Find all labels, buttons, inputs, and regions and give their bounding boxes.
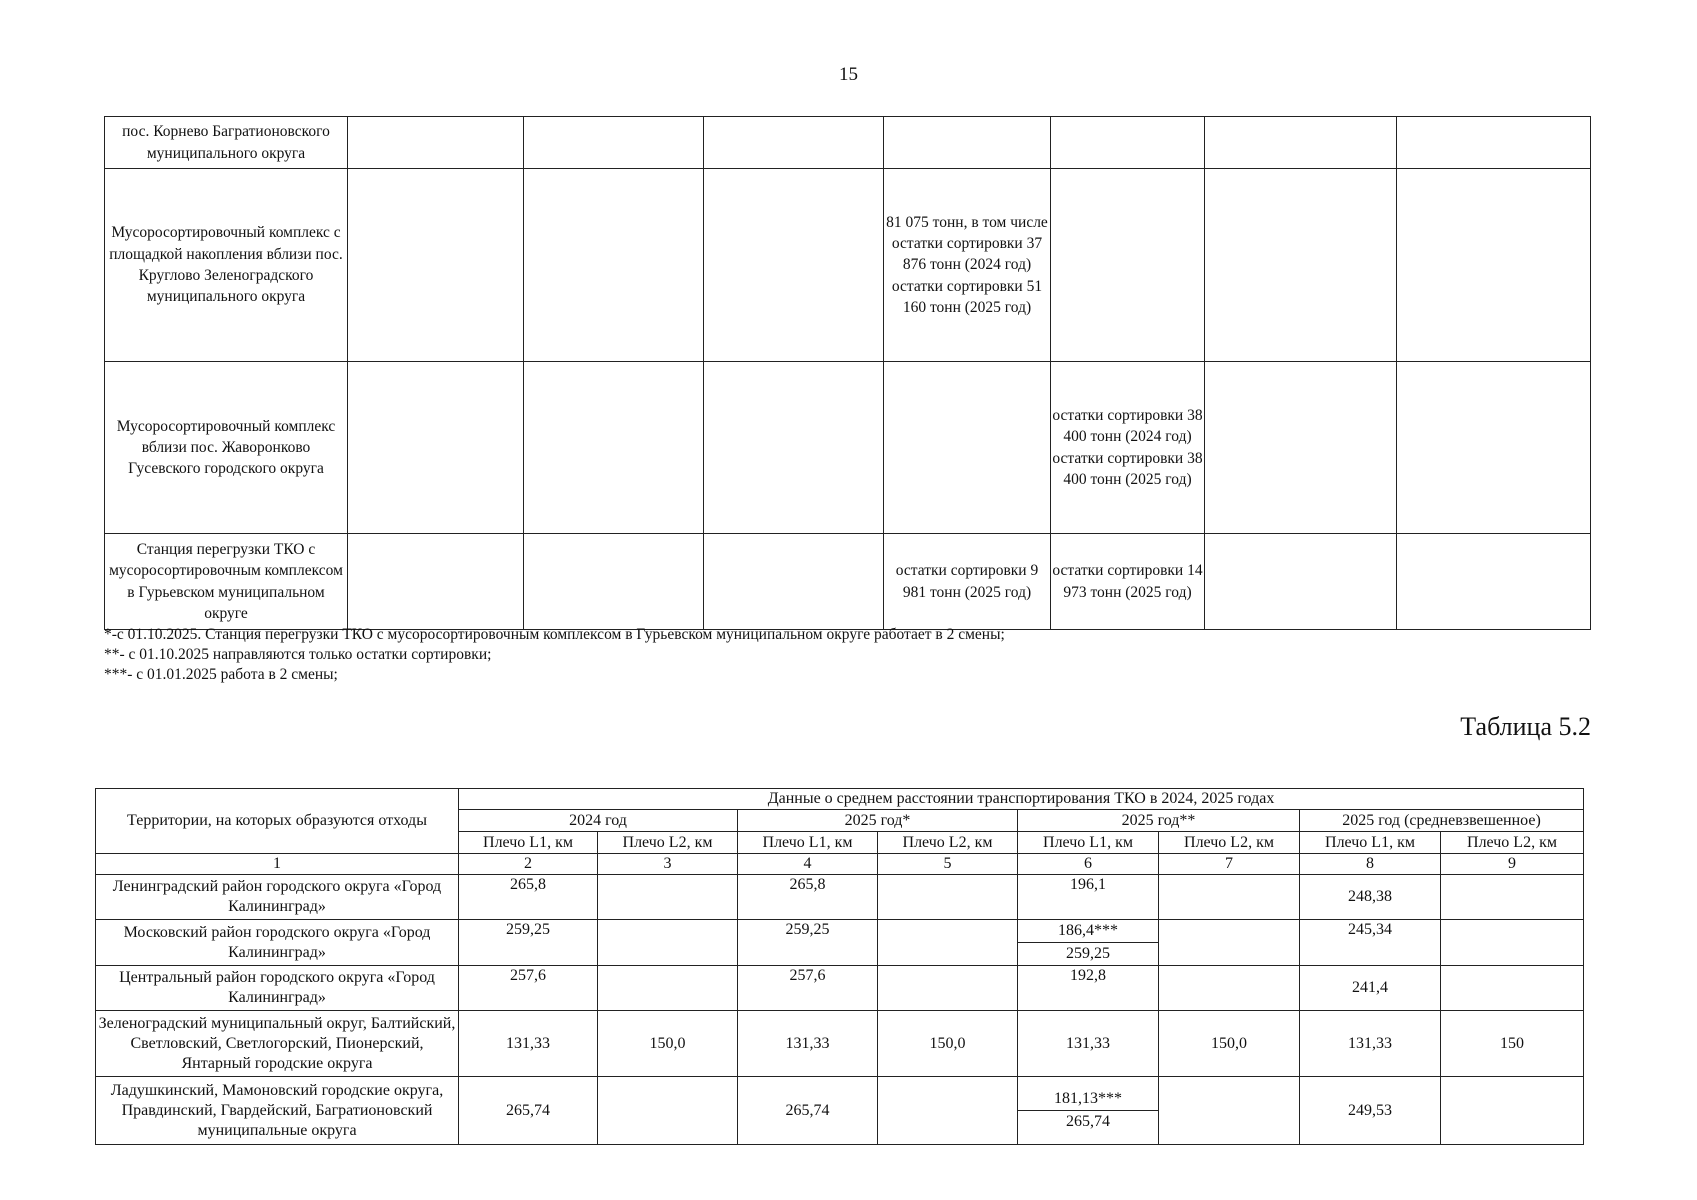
l1-header: Плечо L1, км (738, 832, 878, 854)
table-row (96, 1011, 1584, 1077)
table-cell (878, 920, 1018, 966)
table-row (105, 169, 1591, 362)
table-cell: 259,25 (459, 920, 598, 966)
column-number-row (96, 854, 1584, 875)
table-cell (1397, 169, 1591, 362)
group-header: 2025 год (средневзвешенное) (1300, 810, 1584, 832)
table-cell (884, 117, 1051, 169)
table-cell (1441, 1077, 1584, 1145)
table-cell: 259,25 (738, 920, 878, 966)
table-cell (878, 875, 1018, 920)
table-cell: остатки сортировки 38 400 тонн (2024 год) остатки сортировки 38 400 тонн (2025 год) (1051, 362, 1205, 534)
table-cell (704, 534, 884, 630)
table-cell (1051, 169, 1205, 362)
table-cell: 150,0 (598, 1011, 738, 1077)
table-cell (1018, 920, 1159, 966)
table-cell (524, 362, 704, 534)
table-cell (1441, 966, 1584, 1011)
group-header: 2025 год** (1018, 810, 1300, 832)
table-cell: остатки сортировки 14 973 тонн (2025 год) (1051, 534, 1205, 630)
column-number: 2 (459, 854, 598, 875)
table-cell (598, 875, 738, 920)
table-cell: 257,6 (738, 966, 878, 1011)
column-number: 6 (1018, 854, 1159, 875)
distance-table (95, 788, 1584, 1145)
table-cell (704, 362, 884, 534)
l1-header: Плечо L1, км (1300, 832, 1441, 854)
table-cell (1397, 117, 1591, 169)
facility-name: пос. Корнево Багратионовского муниципального округа (105, 117, 348, 169)
table-cell: 131,33 (1018, 1011, 1159, 1077)
table-cell: 265,8 (459, 875, 598, 920)
territory-name: Московский район городского округа «Город Калининград» (96, 920, 459, 966)
table-row (96, 966, 1584, 1011)
footnotes (104, 625, 1005, 685)
table-cell: 131,33 (738, 1011, 878, 1077)
table-cell: 131,33 (1300, 1011, 1441, 1077)
page-number: 15 (839, 64, 858, 85)
territory-name: Ладушкинский, Мамоновский городские округа, Правдинский, Гвардейский, Багратионовский муниципальные округа (96, 1077, 459, 1145)
table-cell (524, 117, 704, 169)
table-cell (884, 362, 1051, 534)
table-cell (1205, 117, 1397, 169)
table-cell (598, 966, 738, 1011)
l2-header: Плечо L2, км (878, 832, 1018, 854)
facility-name: Мусоросортировочный комплекс вблизи пос. Жаворонково Гусевского городского округа (105, 362, 348, 534)
table-cell: 150,0 (1159, 1011, 1300, 1077)
table-row (96, 1077, 1584, 1145)
table-cell (1205, 169, 1397, 362)
table-cell: 257,6 (459, 966, 598, 1011)
table-cell: 248,38 (1300, 875, 1441, 920)
table-cell (704, 117, 884, 169)
table-cell: 192,8 (1018, 966, 1159, 1011)
group-header: 2025 год* (738, 810, 1018, 832)
column-number: 4 (738, 854, 878, 875)
cell-value: 265,74 (1018, 1110, 1158, 1133)
table-caption: Таблица 5.2 (1460, 712, 1591, 741)
territory-name: Ленинградский район городского округа «Город Калининград» (96, 875, 459, 920)
table-cell (1205, 362, 1397, 534)
table-cell: 81 075 тонн, в том числе остатки сортировки 37 876 тонн (2024 год) остатки сортировки 51 160 тонн (2025 год) (884, 169, 1051, 362)
table-cell (1159, 875, 1300, 920)
territory-header: Территории, на которых образуются отходы (96, 789, 459, 854)
footnote: **- с 01.10.2025 направляются только остатки сортировки; (104, 646, 492, 663)
table-cell (1397, 362, 1591, 534)
table-cell (1205, 534, 1397, 630)
table-cell (1159, 920, 1300, 966)
table-cell (1159, 1077, 1300, 1145)
table-cell (1051, 117, 1205, 169)
facility-name: Станция перегрузки ТКО с мусоросортировочным комплексом в Гурьевском муниципальном округе (105, 534, 348, 630)
table-cell (348, 362, 524, 534)
table-cell (598, 920, 738, 966)
footnote: ***- с 01.01.2025 работа в 2 смены; (104, 666, 338, 683)
table-cell: 150,0 (878, 1011, 1018, 1077)
table-cell (348, 534, 524, 630)
column-number: 5 (878, 854, 1018, 875)
facility-name: Мусоросортировочный комплекс с площадкой накопления вблизи пос. Круглово Зеленоградского муниципального округа (105, 169, 348, 362)
table-cell: 196,1 (1018, 875, 1159, 920)
table-cell: 150 (1441, 1011, 1584, 1077)
column-number: 1 (96, 854, 459, 875)
table-cell (524, 534, 704, 630)
table-cell: остатки сортировки 9 981 тонн (2025 год) (884, 534, 1051, 630)
l1-header: Плечо L1, км (1018, 832, 1159, 854)
l2-header: Плечо L2, км (1441, 832, 1584, 854)
table-row (96, 875, 1584, 920)
table-row (105, 534, 1591, 630)
table-cell: 245,34 (1300, 920, 1441, 966)
table-cell: 249,53 (1300, 1077, 1441, 1145)
table-row (105, 117, 1591, 169)
main-header: Данные о среднем расстоянии транспортирования ТКО в 2024, 2025 годах (459, 789, 1584, 810)
column-number: 3 (598, 854, 738, 875)
table-cell (1397, 534, 1591, 630)
column-number: 8 (1300, 854, 1441, 875)
table-cell (524, 169, 704, 362)
l2-header: Плечо L2, км (1159, 832, 1300, 854)
table-row (96, 920, 1584, 966)
territory-name: Зеленоградский муниципальный округ, Балтийский, Светловский, Светлогорский, Пионерский, Янтарный городские округа (96, 1011, 459, 1077)
table-cell (878, 966, 1018, 1011)
group-header: 2024 год (459, 810, 738, 832)
table-cell (1441, 875, 1584, 920)
facilities-table (104, 116, 1591, 630)
cell-value: 186,4*** (1058, 922, 1118, 939)
table-cell (704, 169, 884, 362)
table-cell: 131,33 (459, 1011, 598, 1077)
table-cell (878, 1077, 1018, 1145)
table-cell (1441, 920, 1584, 966)
footnote: *-с 01.10.2025. Станция перегрузки ТКО с мусоросортировочным комплексом в Гурьевском муниципальном округе работает в 2 смены; (104, 626, 1005, 643)
table-row (105, 362, 1591, 534)
column-number: 9 (1441, 854, 1584, 875)
table-cell: 265,74 (738, 1077, 878, 1145)
column-number: 7 (1159, 854, 1300, 875)
table-cell (1159, 966, 1300, 1011)
l2-header: Плечо L2, км (598, 832, 738, 854)
l1-header: Плечо L1, км (459, 832, 598, 854)
table-cell: 241,4 (1300, 966, 1441, 1011)
table-cell: 265,8 (738, 875, 878, 920)
territory-name: Центральный район городского округа «Город Калининград» (96, 966, 459, 1011)
cell-value: 259,25 (1018, 942, 1158, 965)
cell-value: 181,13*** (1054, 1090, 1122, 1107)
table-cell (348, 117, 524, 169)
table-cell (598, 1077, 738, 1145)
header-row (96, 789, 1584, 810)
table-cell: 265,74 (459, 1077, 598, 1145)
table-cell (348, 169, 524, 362)
table-cell (1018, 1077, 1159, 1145)
